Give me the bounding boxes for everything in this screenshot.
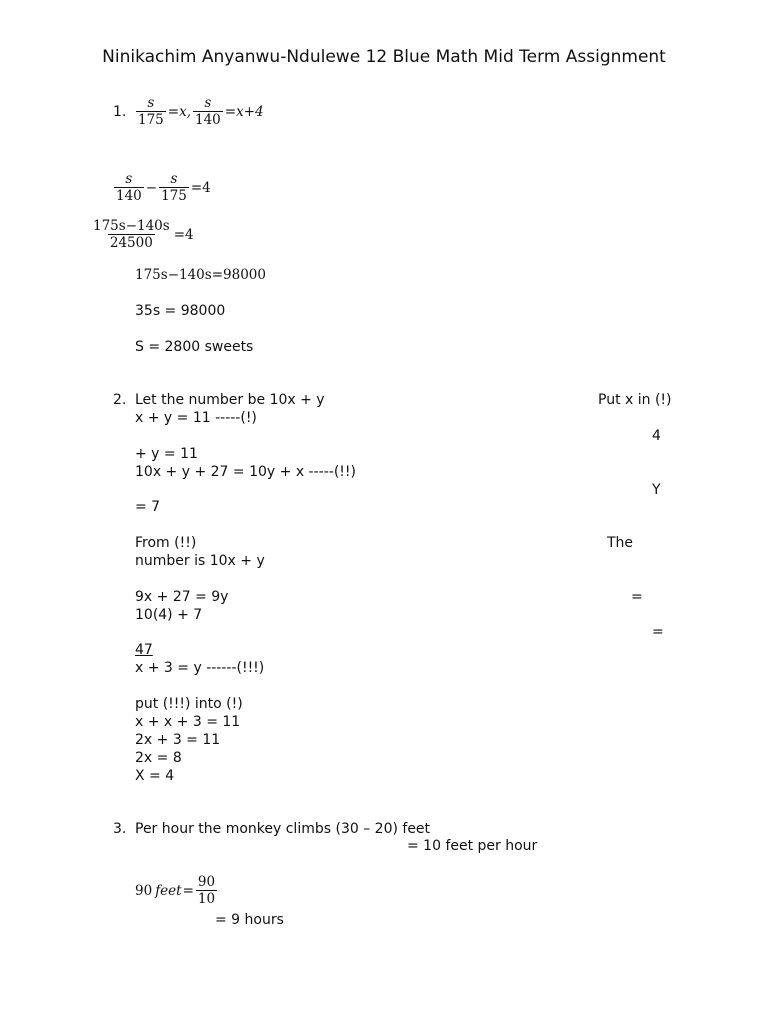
denominator: 24500 — [109, 235, 153, 251]
q3-answer: = 9 hours — [215, 912, 284, 928]
denominator: 10 — [197, 891, 216, 907]
numerator: 175s−140s — [93, 218, 170, 234]
lhs-value: 90 — [135, 882, 153, 899]
equals-4: =4 — [190, 179, 211, 196]
q2-right-line: The — [607, 535, 634, 551]
numerator: s — [147, 95, 155, 111]
q2-line: X = 4 — [135, 768, 175, 784]
q2-line: 10(4) + 7 — [135, 607, 203, 623]
q2-right-line: = — [652, 624, 664, 640]
fraction — [114, 171, 144, 204]
q2-line: x + y = 11 -----(!) — [135, 410, 257, 426]
q2-line: 9x + 27 = 9y — [135, 589, 229, 605]
q2-right-line: = — [631, 589, 643, 605]
fraction — [196, 874, 217, 907]
equals-x: =x, — [167, 103, 191, 120]
numerator: s — [170, 171, 178, 187]
question-1-number: 1. — [113, 104, 127, 120]
denominator: 140 — [195, 112, 221, 128]
fraction — [159, 171, 189, 204]
q1-line-5: 35s = 98000 — [135, 303, 226, 319]
q2-answer: 47 — [135, 642, 153, 658]
q2-line: x + 3 = y ------(!!!) — [135, 660, 265, 676]
q2-line: x + x + 3 = 11 — [135, 714, 241, 730]
q2-right-line: Put x in (!) — [598, 392, 672, 408]
fraction — [136, 95, 166, 128]
q2-line: 2x = 8 — [135, 750, 182, 766]
q1-answer: S = 2800 sweets — [135, 339, 254, 355]
denominator: 140 — [116, 188, 142, 204]
q2-line: 10x + y + 27 = 10y + x -----(!!) — [135, 464, 356, 480]
q3-line-2: = 10 feet per hour — [407, 838, 538, 854]
page-title: Ninikachim Anyanwu-Ndulewe 12 Blue Math Mid Term Assignment — [102, 47, 666, 67]
unit: feet — [155, 882, 182, 899]
q2-right-line: Y — [652, 482, 661, 498]
q2-line: put (!!!) into (!) — [135, 696, 243, 712]
numerator: 90 — [197, 874, 216, 890]
q2-right-line: 4 — [652, 428, 661, 444]
q2-line: = 7 — [135, 499, 161, 515]
question-3-number: 3. — [113, 821, 127, 837]
numerator: s — [204, 95, 212, 111]
equals-x-plus-4: =x+4 — [224, 103, 264, 120]
q2-line: Let the number be 10x + y — [135, 392, 325, 408]
minus-sign: − — [145, 179, 158, 196]
question-2-number: 2. — [113, 392, 127, 408]
q3-line-1: Per hour the monkey climbs (30 – 20) feet — [135, 821, 431, 837]
q2-line: 2x + 3 = 11 — [135, 732, 221, 748]
q1-equation-4: 175s−140s=98000 — [135, 267, 266, 283]
q2-line: number is 10x + y — [135, 553, 265, 569]
q1-equation-3 — [90, 218, 195, 251]
denominator: 175 — [138, 112, 164, 128]
q1-equation-2 — [113, 171, 212, 204]
q2-line: From (!!) — [135, 535, 197, 551]
fraction — [91, 218, 172, 251]
q3-equation — [135, 874, 218, 907]
q2-line: + y = 11 — [135, 446, 198, 462]
fraction — [193, 95, 223, 128]
equals-sign: = — [182, 882, 194, 899]
numerator: s — [125, 171, 133, 187]
denominator: 175 — [161, 188, 187, 204]
equals-4: =4 — [173, 226, 194, 243]
q1-equation-1 — [135, 95, 265, 128]
